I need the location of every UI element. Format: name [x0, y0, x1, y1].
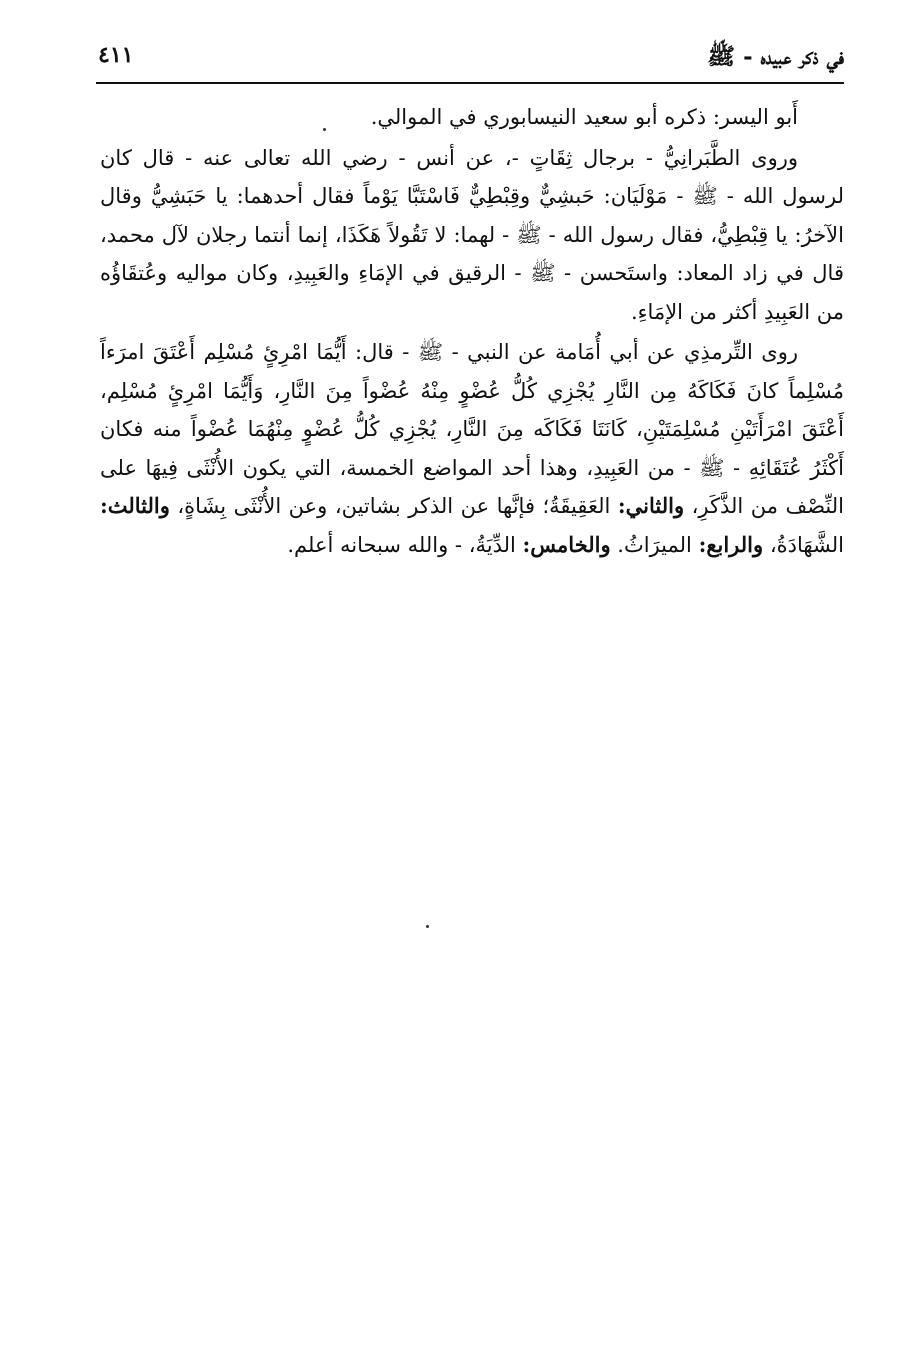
header-rule — [96, 82, 844, 84]
page-number: ٤١١ — [98, 42, 134, 68]
text-segment: الميرَاثُ. — [610, 532, 699, 557]
running-title: في ذكر عبيده - ﷺ — [707, 43, 844, 70]
bold-term-second: والثاني: — [617, 493, 685, 518]
text-segment: الدِّيَةُ، - والله سبحانه أعلم. — [287, 532, 523, 557]
bold-term-third: والثالث: — [100, 493, 170, 518]
text-segment: الشَّهَادَةُ، — [763, 532, 844, 557]
paragraph-tirmidhi-narration — [100, 333, 844, 564]
paragraph-tabarani-narration — [100, 139, 844, 332]
bold-term-fifth: والخامس: — [522, 531, 611, 557]
text-segment: روى التِّرمذِي عن أبي أُمَامة عن النبي - ﷺ - قال: أَيُّمَا امْرِئٍ مُسْلِم أَعْتَقَ امرَءاً مُسْلِماً كانَ فَكَاكَهُ مِن النَّارِ يُجْزِي كُلُّ عُضْوٍ مِنْهُ عُضْواً مِنَ النَّارِ، وَأَيُّمَا امْرِئٍ مُسْلِم، أَعْتَقَ امْرَأَتَيْنِ مُسْلِمَتَيْنِ، كَانَتَا فَكَاكَه مِنَ النَّارِ، يُجْزِي كُلُّ عُضْوٍ مِنْهُمَا عُضْواً منه فكان أَكْثَرُ عُتَقَائِهِ - ﷺ - من العَبِيدِ، وهذا أحد المواضع الخمسة، التي يكون الأُنْثَى فِيهَا على النِّصْف من الذَّكَرِ، — [100, 340, 844, 518]
paragraph-abu-alyusr — [100, 98, 844, 137]
text-segment: العَقِيقَةُ؛ فإنَّها عن الذكر بشاتين، وعن الأُنْثَى بِشَاةٍ، — [169, 494, 618, 518]
page-header — [96, 38, 844, 82]
page-body — [100, 98, 844, 564]
text-segment: أَبو اليسر: ذكره أبو سعيد النيسابوري في الموالي. — [370, 105, 798, 129]
bold-term-fourth: والرابع: — [698, 531, 764, 557]
scan-speck — [426, 925, 429, 928]
text-segment: وروى الطَّبَرانِيُّ - برجال ثِقَاتٍ -، عن أنس - رضي الله تعالى عنه - قال كان لرسول الله - ﷺ - مَوْلَيَان: حَبشِيٌّ وقِبْطِيٌّ فَاسْتَبَّا يَوْماً فقال أحدهما: يا حَبَشِيُّ وقال الآخرُ: يا قِبْطِيُّ، فقال رسول الله - ﷺ - لهما: لا تَقُولاً هَكَذَا، إنما أنتما رجلان لآل محمد، قال في زاد المعاد: واستَحسن - ﷺ - الرقيق في الإمَاءِ والعَبِيدِ، وكان مواليه وعُتقَاؤُه من العَبِيدِ أكثر من الإمَاءِ. — [100, 145, 844, 324]
scan-speck — [323, 128, 326, 131]
